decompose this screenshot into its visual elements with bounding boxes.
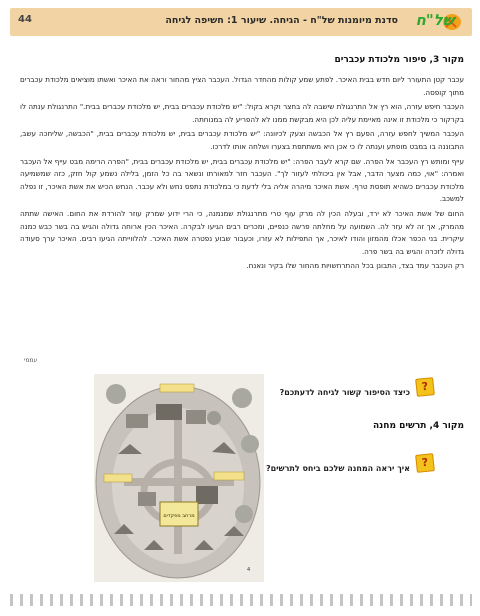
story-paragraph: העכבר חיפש עזרה, הוא רץ אל התרנגולת שישבה לה בחצר וקרא בקול: "יש מלכודת עכברים בבית, יש מלכודת עכברים בבית." התרנגולת ענתה לו בקרקור כי מלכודת זו אינה מאיימת עליה לכן היא מבקשת ממנו לא להפריע לה במנוחתה.	[20, 102, 464, 124]
story-paragraph: עייף ומותש רץ העכבר אל הפרה. שם קרא לעבר הפרה: "יש מלכודת עכברים בבית, יש מלכודת עכברים בבית, "הפרה הרימה מבט עייף אל העכבר ואמרה: "אוי, כמה מצער הדבר, אבל אין ביכולתי לעזור לך". העכבר חזר למאורתו ונשאר בה כל הזמן, בלילה נשמע קול חזק, כזה שמשמיעה מלכודת עכברים כשהיא תופסת טרף. אשת האיכר מיהרה אליה בלי לדעת כי במלכודת נתפס נחש ולא עכבר. הנחש הכיש את אשת האיכר, זו נפלה למשכב.	[20, 156, 464, 204]
question-icon: ?	[415, 377, 435, 397]
logo-text: של"ח	[415, 11, 454, 29]
map-center-label: מרחב מפקדים	[163, 513, 195, 519]
source-3-section	[20, 55, 464, 65]
map-number: 4	[247, 567, 251, 573]
story-text	[20, 74, 464, 275]
question-icon: ?	[415, 453, 435, 473]
question-text-1: כיצד הסיפור קשור לגיחה לדעתכם?	[279, 388, 410, 397]
source-4-section	[280, 421, 464, 431]
header-title: סדנת מיומנות של"ח - הגיחה. שיעור 1: חשיפה לגיחה	[165, 15, 398, 26]
page-bottom-border	[10, 594, 472, 606]
story-paragraph: החום של אשת האיכר לא ירד, ובעלה הכין לה מרק עוף טרי מתרנגולת שמנמנה, כי הרי ידוע שמרק עוזר להורדת את החום. האישה שתתה מהמרק, אך זה לא עזר לה. השמועה על מחלתה פרשה כנפיים, ומכרים רבים הגיעו לבקרה. האיכר הכין ארוחה גדולה והגיש בה בשר כבש כמנה עיקרית. בני הכפר אכלו מהמזון והודו לאיכר, אך התפילות לא עזרו, וכעבור שבוע נפטרה אשת האיכר. להלווייתה הגיעו רבים. האיכר ערך סעודה גדולה לזכרה והגיש בה בשר פרה.	[20, 208, 464, 256]
story-paragraph: רק העכבר עמד בצד, התבונן בכל ההתרחשויות מהחור שלו בקיר ונאנח.	[246, 261, 464, 271]
camp-map	[94, 374, 264, 582]
page-header	[10, 8, 472, 36]
question-text-2: איך יראה המחנה שלכם ביחס לתרשים?	[265, 464, 410, 473]
story-credit: עממי	[24, 357, 38, 364]
page-number: 44	[18, 14, 32, 25]
section-title-source-4: מקור 4, תרשים מחנה	[373, 421, 464, 431]
story-paragraph: העכבר המשיך לחפש עזרה, הפעם רץ אל הכבשה וצעק לכיוונה: "יש מלכודת עכברים בבית, יש מלכודת עכברים בבית, "הכבשה, שליחכה עשב, התבוננה בו במבט מופתע וענתה לו כי אכן היא משתתפת בצערו ושלחה אותו לדרכו.	[20, 129, 464, 151]
story-paragraph: עכבר קטן התעורר ליום חדש בבית האיכר. לפתע שמע קולות מהחדר הגדול. העכבר הציץ מהחור וראה את האיכר ואשתו מוציאים מלכודת עכברים מתוך קופסה.	[20, 75, 464, 97]
section-title-source-3: מקור 3, סיפור מלכודת עכברים	[334, 55, 464, 65]
